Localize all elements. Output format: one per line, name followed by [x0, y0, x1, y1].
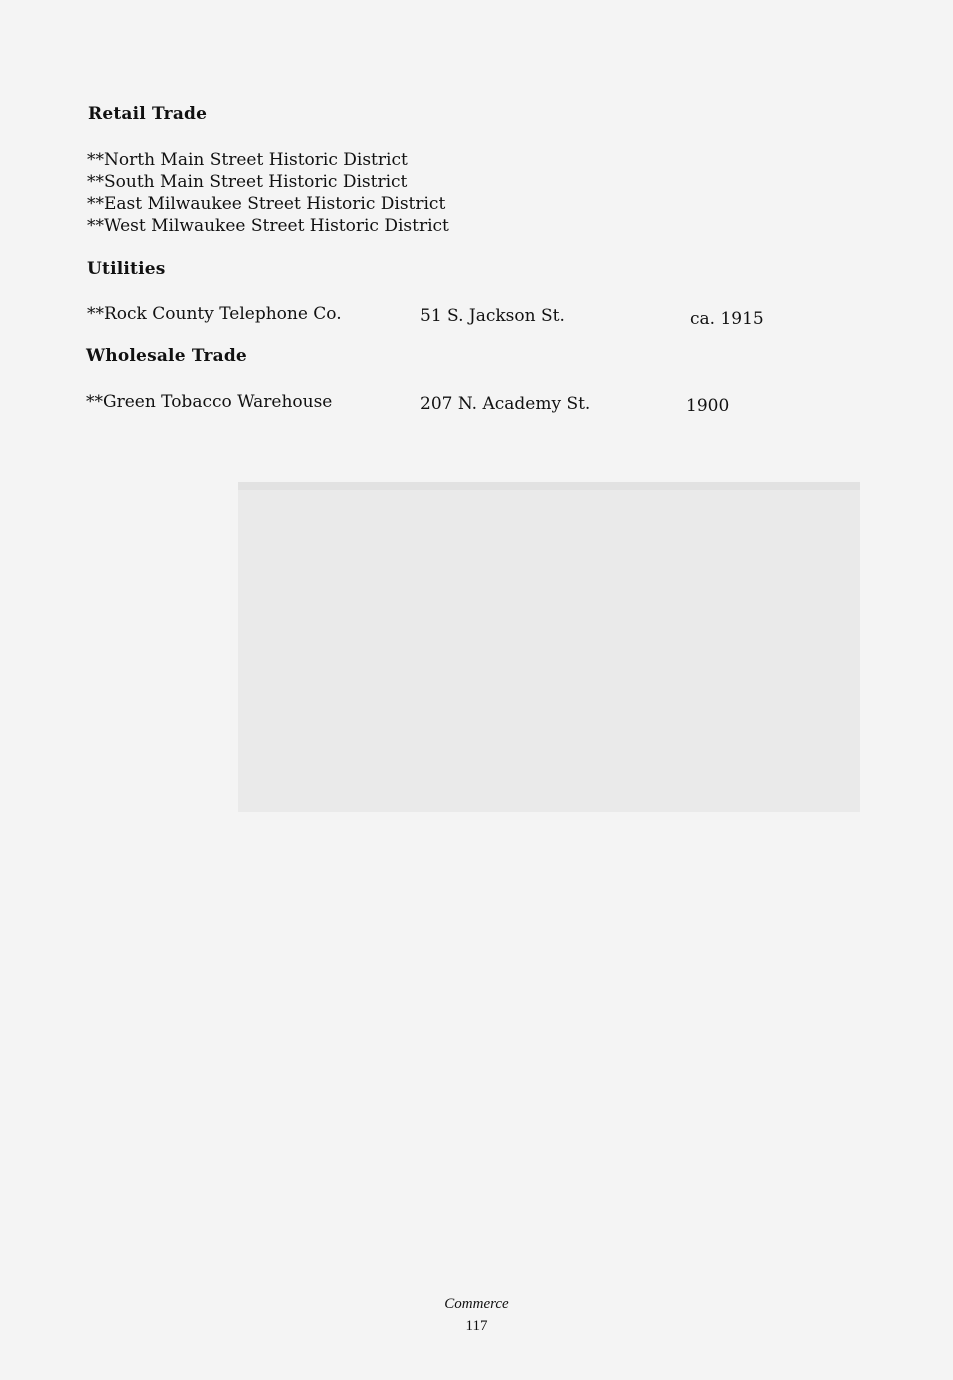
- bleed-through-photo: [238, 482, 860, 812]
- wholesale-entry-name: **Green Tobacco Warehouse: [86, 392, 333, 412]
- retail-trade-heading: Retail Trade: [88, 104, 208, 124]
- footer-section-label: Commerce: [444, 1296, 509, 1312]
- retail-item: **East Milwaukee Street Historic District: [87, 194, 446, 214]
- utilities-entry-name: **Rock County Telephone Co.: [87, 304, 342, 324]
- retail-item: **South Main Street Historic District: [87, 172, 408, 192]
- utilities-heading: Utilities: [87, 259, 166, 279]
- utilities-entry-address: 51 S. Jackson St.: [420, 306, 565, 326]
- utilities-entry-date: ca. 1915: [690, 309, 764, 329]
- retail-item: **North Main Street Historic District: [87, 150, 408, 170]
- retail-item: **West Milwaukee Street Historic District: [87, 216, 449, 236]
- wholesale-entry-address: 207 N. Academy St.: [420, 394, 591, 414]
- page-number: 117: [465, 1318, 488, 1334]
- wholesale-entry-date: 1900: [686, 396, 730, 416]
- wholesale-trade-heading: Wholesale Trade: [86, 346, 247, 366]
